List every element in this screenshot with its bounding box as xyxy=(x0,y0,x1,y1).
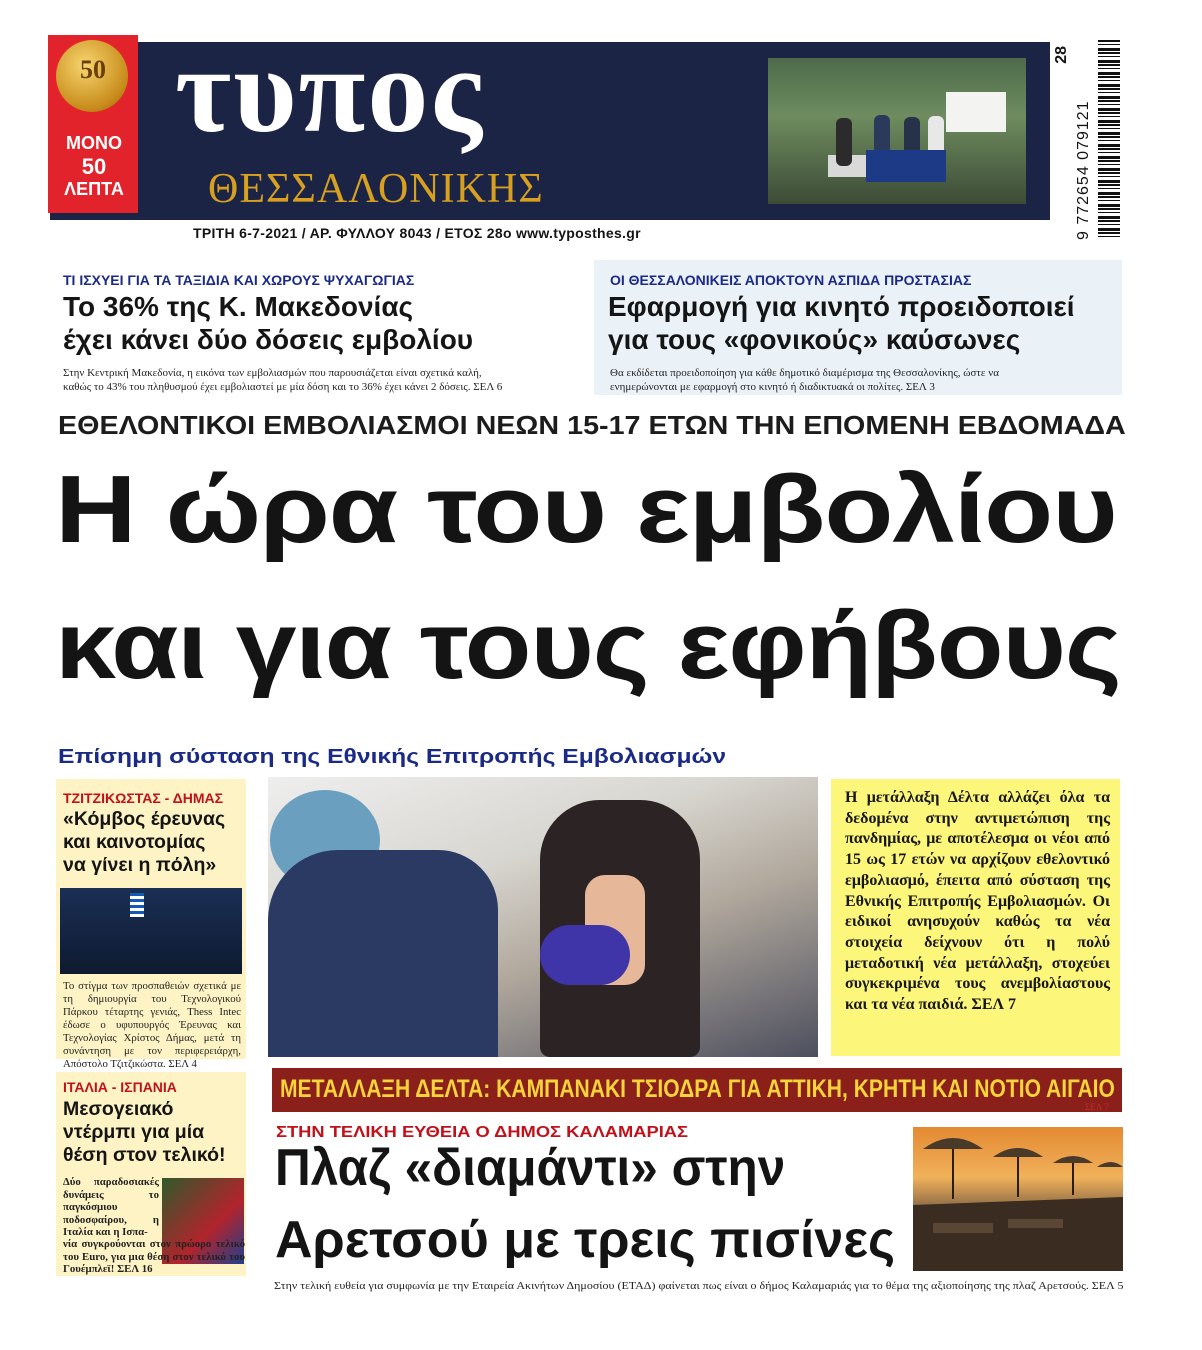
story-title[interactable] xyxy=(63,290,473,356)
story-title[interactable] xyxy=(608,290,1075,356)
beach-title-line2[interactable]: Αρετσού με τρεις πισίνες xyxy=(275,1211,896,1269)
sidebar-title-line: να γίνει η πόλη» xyxy=(63,853,217,876)
price-line2: 50 xyxy=(81,154,107,179)
sidebar-text: νία συγκρούονται στον πρώορο τελικό του Euro, για μια θέση στον τελικό του Γουέμπλεϊ! ΣΕΛ 16 xyxy=(63,1238,245,1276)
panel-table xyxy=(866,150,946,182)
person-figure xyxy=(836,118,852,166)
story-text-line: Στην Κεντρική Μακεδονία, η εικόνα των εμβολιασμών που παρουσιάζεται είναι σχετικά καλή, xyxy=(63,367,482,379)
sidebar-title-line: «Κόμβος έρευνας xyxy=(63,808,226,830)
lead-subline: Επίσημη σύσταση της Εθνικής Επιτροπής Εμβολιασμών xyxy=(58,746,727,768)
story-text-line: Θα εκδίδεται προειδοποίηση για κάθε δημοτικό διαμέρισμα της Θεσσαλονίκης, ώστε να xyxy=(610,367,999,379)
story-title-line: για τους «φονικούς» καύσωνες xyxy=(608,324,1021,356)
dateline: ΤΡΙΤΗ 6-7-2021 / ΑΡ. ΦΥΛΛΟΥ 8043 / ΕΤΟΣ 28ο www.typosthes.gr xyxy=(193,225,641,241)
highlight-text: Η μετάλλαξη Δέλτα αλλάζει όλα τα δεδομένα στην αντιμετώπιση της πανδημίας, με αποτέλεσμα οι νέοι από 15 ως 17 ετών να αρχίζουν εθελοντικό εμβολιασμό, έπειτα από σύσταση της Εθνικής Επιτροπής Εμβολιασμών. Οι ειδικοί ανησυχούν καθώς τα νέα στοιχεία δείχνουν ότι η πολύ μεταδοτική νέα μετάλλαξη, στοχεύει συγκεκριμένα τους ανεμβολίαστους και τα νέα παιδιά. ΣΕΛ 7 xyxy=(845,789,1110,1014)
story-kicker: ΤΙ ΙΣΧΥΕΙ ΓΙΑ ΤΑ ΤΑΞΙΔΙΑ ΚΑΙ ΧΩΡΟΥΣ ΨΥΧΑΓΩΓΙΑΣ xyxy=(63,272,415,288)
barcode-number: 9 772654 079121 xyxy=(1075,100,1092,240)
sidebar-title-line: και καινοτομίας xyxy=(63,830,206,853)
glove-figure xyxy=(540,925,630,985)
sidebar-title-line: θέση στον τελικό! xyxy=(63,1143,226,1166)
price-label xyxy=(50,132,138,201)
barcode xyxy=(1098,40,1120,240)
price-line1: ΜΟΝΟ xyxy=(66,133,122,153)
projection-screen xyxy=(946,92,1006,132)
sidebar-title[interactable] xyxy=(63,808,225,876)
sidebar-text: Δύο παραδοσιακές δυνάμεις το παγκόσμιου ποδοσφαίρου, η Ιταλία και η Ισπα- xyxy=(63,1176,159,1239)
newspaper-logo[interactable]: τυπος xyxy=(175,23,484,158)
sidebar-text: Το στίγμα των προσπαθειών σχετικά με τη δημιουργία του Τεχνολογικού Πάρκου τέταρτης γενιάς, Thess Intec έδωσε ο υφυπουργός Έρευνας και Τεχνολογίας Χρίστος Δήμας, μετά τη συνάντηση με τον περιφερειάρχη, Απόστολο Τζιτζικώστα. ΣΕΛ 4 xyxy=(63,980,241,1070)
story-kicker: ΟΙ ΘΕΣΣΑΛΟΝΙΚΕΙΣ ΑΠΟΚΤΟΥΝ ΑΣΠΙΔΑ ΠΡΟΣΤΑΣΙΑΣ xyxy=(610,272,972,288)
lead-overline: ΕΘΕΛΟΝΤΙΚΟΙ ΕΜΒΟΛΙΑΣΜΟΙ ΝΕΩΝ 15-17 ΕΤΩΝ ΤΗΝ ΕΠΟΜΕΝΗ ΕΒΔΟΜΑΔΑ xyxy=(58,410,1126,440)
lead-headline-line2[interactable]: και για τους εφήβους xyxy=(55,592,1121,699)
coin-value: 50 xyxy=(80,55,106,84)
sidebar-title-line: Μεσογειακό xyxy=(63,1098,174,1120)
story-title-line: Το 36% της Κ. Μακεδονίας xyxy=(63,291,414,322)
beach-umbrellas-icon xyxy=(913,1127,1123,1271)
story-text-line: καθώς το 43% του πληθυσμού έχει εμβολιαστεί με μία δόση και το 36% έχει κάνει 2 δόσεις. ΣΕΛ 6 xyxy=(63,381,503,394)
newspaper-city: ΘΕΣΣΑΛΟΝΙΚΗΣ xyxy=(208,166,544,212)
alert-bar-text: ΜΕΤΑΛΛΑΞΗ ΔΕΛΤΑ: ΚΑΜΠΑΝΑΚΙ ΤΣΙΟΔΡΑ ΓΙΑ ΑΤΤΙΚΗ, ΚΡΗΤΗ ΚΑΙ ΝΟΤΙΟ ΑΙΓΑΙΟ xyxy=(280,1075,1115,1103)
nurse-figure xyxy=(268,850,498,1057)
greek-flag-icon xyxy=(130,893,144,917)
alert-page-ref: ΣΕΛ 7 xyxy=(1085,1102,1109,1112)
beach-title-line1[interactable]: Πλαζ «διαμάντι» στην xyxy=(275,1139,786,1197)
beach-kicker: ΣΤΗΝ ΤΕΛΙΚΗ ΕΥΘΕΙΑ Ο ΔΗΜΟΣ ΚΑΛΑΜΑΡΙΑΣ xyxy=(276,1124,689,1141)
sidebar-title-line: ντέρμπι για μία xyxy=(63,1120,205,1143)
issue-code: 28 xyxy=(1053,46,1070,64)
sidebar-title[interactable] xyxy=(63,1098,226,1166)
meeting-photo[interactable] xyxy=(60,888,242,974)
sidebar-kicker: ΙΤΑΛΙΑ - ΙΣΠΑΝΙΑ xyxy=(63,1079,177,1095)
story-text xyxy=(63,366,502,395)
story-text xyxy=(610,366,999,395)
story-text-line: ενημερώνονται με εφαρμογή στο κινητό ή διαδικτυακά οι πολίτες. ΣΕΛ 3 xyxy=(610,381,935,394)
beach-caption: Στην τελική ευθεία για συμφωνία με την Εταιρεία Ακινήτων Δημοσίου (ΕΤΑΔ) φαίνεται πως είναι ο δήμος Καλαμαριάς για το θέμα της αξιοποίησης της πλαζ Αρετσούς. ΣΕΛ 5 xyxy=(274,1280,1124,1292)
lead-headline-line1[interactable]: Η ώρα του εμβολίου xyxy=(55,456,1117,563)
price-line3: ΛΕΠΤΑ xyxy=(64,179,124,199)
sidebar-kicker: ΤΖΙΤΖΙΚΩΣΤΑΣ - ΔΗΜΑΣ xyxy=(63,790,224,806)
story-title-line: έχει κάνει δύο δόσεις εμβολίου xyxy=(63,324,474,356)
beach-photo[interactable] xyxy=(913,1127,1123,1271)
story-title-line: Εφαρμογή για κινητό προειδοποιεί xyxy=(608,291,1075,322)
